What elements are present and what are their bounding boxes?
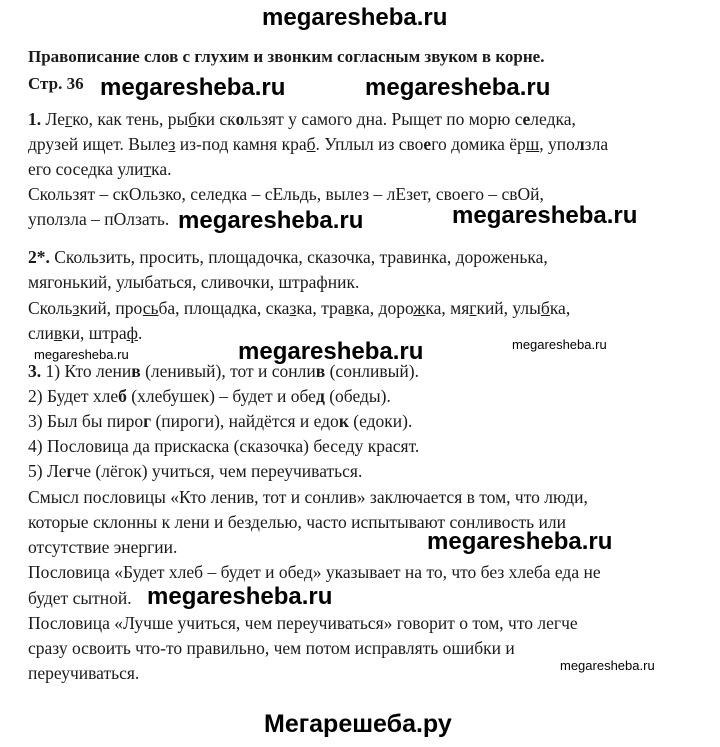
footer-brand: Мегарешеба.ру (264, 710, 452, 738)
ex1-line3: его соседка улитка. (28, 159, 172, 179)
watermark-small: megaresheba.ru (512, 337, 607, 352)
ex2-line3: Скользкий, просьба, площадка, сказка, травка, дорожка, мягкий, улыбка, (28, 298, 571, 318)
watermark: megaresheba.ru (100, 74, 286, 101)
ex3-line5: 5) Легче (лёгок) учиться, чем переучиваться. (28, 461, 363, 481)
ex3-para2-line2: будет сытной. (28, 588, 132, 608)
ex3-para1-line1: Смысл пословицы «Кто ленив, тот и сонлив» заключается в том, что люди, (28, 487, 588, 507)
ex3-line3: 3) Был бы пирог (пироги), найдётся и едок (едоки). (28, 411, 413, 431)
ex3-para1-line2: которые склонны к лени и безделью, часто испытывают сонливость или (28, 512, 566, 532)
watermark: megaresheba.ru (147, 583, 333, 610)
ex3-line2: 2) Будет хлеб (хлебушек) – будет и обед (обеды). (28, 386, 391, 406)
ex3-line4: 4) Пословица да прискаска (сказочка) беседу красят. (28, 436, 420, 456)
watermark: megaresheba.ru (238, 338, 424, 365)
ex1-line4: Скользят – скОльзко, селедка – сЕльдь, вылез – лЕзет, своего – свОй, (28, 184, 544, 204)
ex2-line4: сливки, штраф. (28, 323, 143, 343)
watermark-small: megaresheba.ru (34, 347, 129, 362)
watermark-small: megaresheba.ru (560, 658, 655, 673)
ex1-line1: 1. Легко, как тень, рыбки скользят у самого дна. Рыщет по морю селедка, (28, 109, 576, 129)
watermark: megaresheba.ru (365, 74, 551, 101)
ex3-para3-line1: Пословица «Лучше учиться, чем переучиваться» говорит о том, что легче (28, 613, 578, 633)
ex3-para3-line2: сразу освоить что-то правильно, чем потом исправлять ошибки и (28, 638, 515, 658)
ex3-para3-line3: переучиваться. (28, 663, 140, 683)
ex2-line1: 2*. Скользить, просить, площадочка, сказочка, травинка, дороженька, (28, 247, 548, 267)
ex1-line2: друзей ищет. Вылез из-под камня краб. Уплыл из своего домика ёрш, уползла (28, 134, 609, 154)
ex3-line1: 3. 1) Кто ленив (ленивый), тот и сонлив (сонливый). (28, 361, 419, 381)
watermark: megaresheba.ru (178, 207, 364, 234)
ex3-para1-line3: отсутствие энергии. (28, 537, 178, 557)
watermark-top: megaresheba.ru (262, 4, 448, 31)
ex1-line5: уползла – пОлзать. (28, 209, 170, 229)
watermark: megaresheba.ru (452, 202, 638, 229)
ex3-para2-line1: Пословица «Будет хлеб – будет и обед» указывает на то, что без хлеба еда не (28, 562, 601, 582)
page-number: Стр. 36 (28, 74, 84, 93)
document-title: Правописание слов с глухим и звонким согласным звуком в корне. (28, 47, 545, 66)
ex2-line2: мягонький, улыбаться, сливочки, штрафник. (28, 272, 360, 292)
watermark: megaresheba.ru (427, 528, 613, 555)
